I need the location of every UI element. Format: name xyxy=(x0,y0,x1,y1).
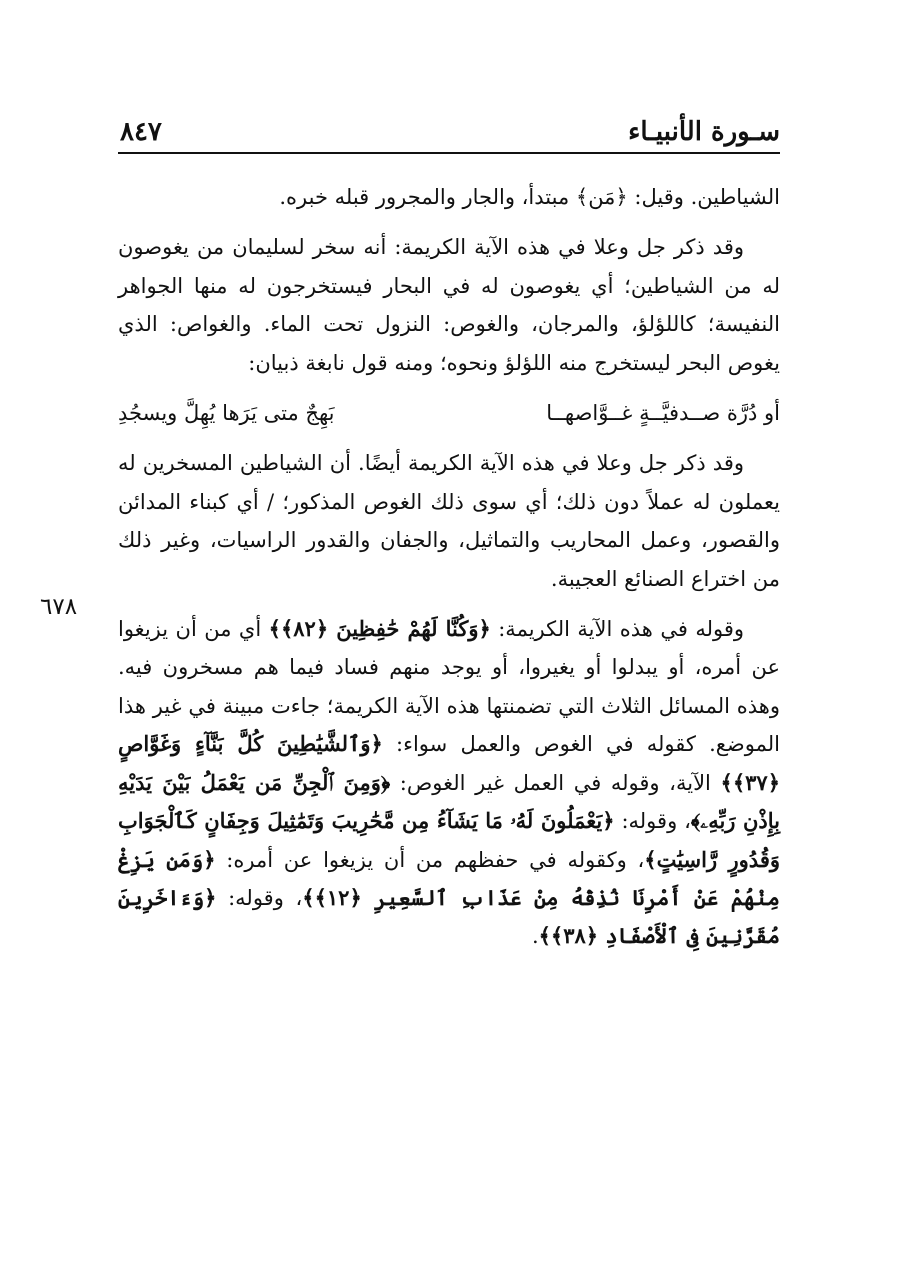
paragraph-4-text-d: ، وقوله: xyxy=(614,809,691,834)
paragraph-4-text-f: ، وقوله: xyxy=(216,885,303,910)
surah-title: سـورة الأنبيـاء xyxy=(628,117,780,147)
quran-quote-4: ﴿يَعْمَلُونَ لَهُۥ مَا يَشَآءُ مِن مَّحَٰرِيبَ وَتَمَٰثِيلَ وَجِفَانٍ كَٱلْجَوَابِ وَقُدُورٍ رَّاسِيَٰتٍ﴾ xyxy=(118,808,780,872)
paragraph-4-text-b: أي من أن يزيغوا عن أمره، أو يبدلوا أو يغيروا، أو يوجد منهم فساد فيما هم مسخرون فيه. وهذه المسائل الثلاث التي تضمنتها هذه الآية الكريمة؛ جاءت مبينة في غير هذا الموضع. كقوله في الغوص والعمل سواء: xyxy=(118,617,780,757)
paragraph-4-text-g: . xyxy=(531,924,539,949)
body-text xyxy=(118,178,780,956)
verse-first-hemistich: أو دُرَّة صــدفيَّــةٍ غــوَّاصهــا xyxy=(546,401,780,426)
poetry-verse xyxy=(118,394,780,432)
paragraph-4 xyxy=(118,610,780,956)
quran-quote-3: ﴿وَمِنَ ٱلْجِنِّ مَن يَعْمَلُ بَيْنَ يَدَيْهِ بِإِذْنِ رَبِّهِۦ﴾ xyxy=(118,769,781,834)
paragraph-2: وقد ذكر جل وعلا في هذه الآية الكريمة: أنه سخر لسليمان من يغوصون له من الشياطين؛ أي يغوصون له في البحار فيستخرجون له منها الجواهر النفيسة؛ كاللؤلؤ، والمرجان، والغوص: النزول تحت الماء. والغواص: الذي يغوص البحر ليستخرج منه اللؤلؤ ونحوه؛ ومنه قول نابغة ذبيان: xyxy=(118,235,780,375)
quran-quote-2: ﴿وَٱلشَّيَٰطِينَ كُلَّ بَنَّآءٍ وَغَوَّاصٍ ﴿٣٧﴾﴾ xyxy=(118,731,780,795)
verse-second-hemistich: بَهِجٌ متى يَرَها يُهِلَّ ويسجُدِ xyxy=(118,401,335,426)
paragraph-4-text-a: وقوله في هذه الآية الكريمة: xyxy=(490,617,745,642)
page-header xyxy=(118,112,780,154)
paragraph-4-text-e: ، وكقوله في حفظهم من أن يزيغوا عن أمره: xyxy=(215,847,645,872)
paragraph-1: الشياطين. وقيل: ﴿مَن﴾ مبتدأ، والجار والمجرور قبله خبره. xyxy=(279,185,780,209)
paragraph-4-text-c: الآية، وقوله في العمل غير الغوص: xyxy=(390,770,721,795)
paragraph-3: وقد ذكر جل وعلا في هذه الآية الكريمة أيضًا. أن الشياطين المسخرين له يعملون له عملاً دون ذلك؛ أي سوى ذلك الغوص المذكور؛ / أي كبناء المدائن والقصور، وعمل المحاريب والتماثيل، والجفان والقدور الراسيات، وغير ذلك من اختراع الصنائع العجيبة. xyxy=(118,451,780,591)
page-number: ٨٤٧ xyxy=(120,117,162,147)
quran-quote-1: ﴿وَكُنَّا لَهُمْ حَٰفِظِينَ ﴿٨٢﴾﴾ xyxy=(268,616,491,642)
margin-page-reference: ٦٧٨ xyxy=(40,594,78,620)
quran-quote-6: ﴿وَءَاخَرِينَ مُقَرَّنِينَ فِى ٱلْأَصْفَادِ ﴿٣٨﴾﴾ xyxy=(118,884,780,949)
quran-quote-5: ﴿وَمَن يَزِغْ مِنْهُمْ عَنْ أَمْرِنَا نُذِقْهُ مِنْ عَذَابِ ٱلسَّعِيرِ ﴿١٢﴾﴾ xyxy=(118,846,780,910)
